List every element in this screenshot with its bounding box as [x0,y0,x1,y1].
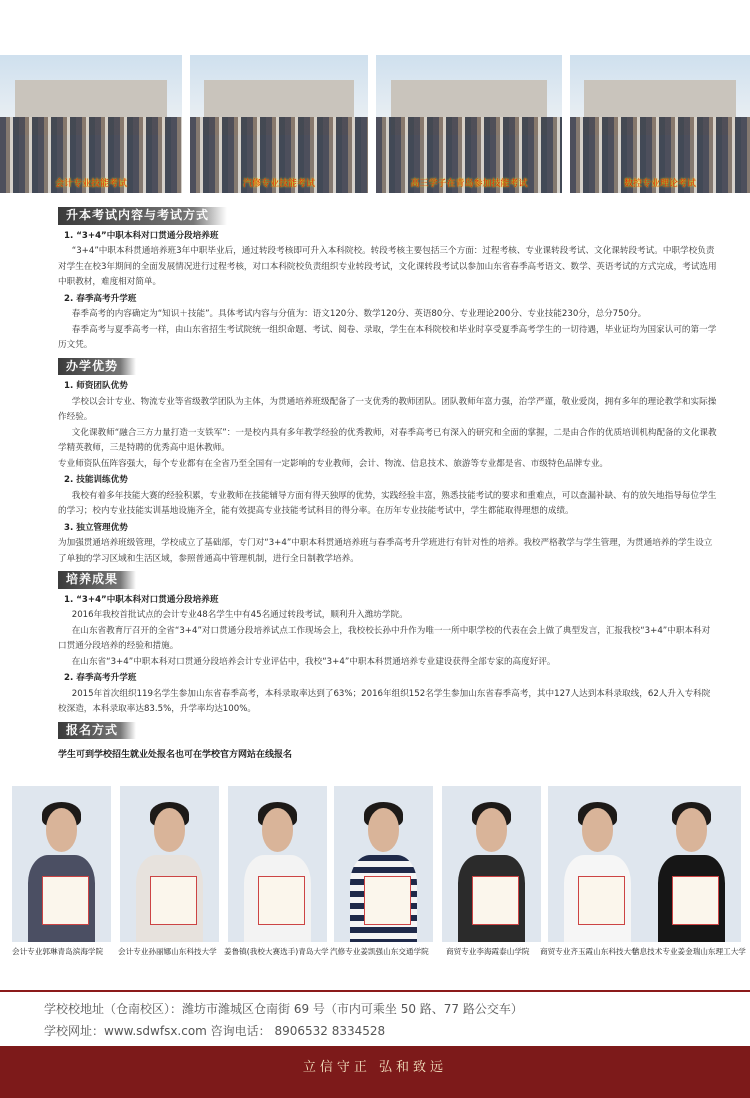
section-title-results: 培养成果 [58,571,136,589]
student-photo [228,786,327,942]
photo-caption: 高三学子在青岛参加技能考试 [410,179,528,189]
subsection-title: 1. “3+4”中职本科对口贯通分段培养班 [64,594,219,605]
paragraph: 2016年我校首批试点的会计专业48名学生中有45名通过转段考试，顺利升入潍坊学院。 [71,610,408,620]
student-photo [442,786,541,942]
section-title-exam: 升本考试内容与考试方式 [58,207,227,225]
photo-qingdao-exam [376,55,562,193]
paragraph: 在山东省教育厅召开的全省“3+4”对口贯通分段培养试点工作现场会上，我校校长孙中升作为唯一一所中职学校的代表在会上做了典型发言，汇报我校“3+4”中职本科对口贯通分段培养的经验和措施。 [58,625,711,651]
student-caption: 会计专业郭琳青岛滨海学院 [12,947,104,956]
signup-text: 学生可到学校招生就业处报名也可在学校官方网站在线报名 [58,750,293,760]
photo-accounting-exam [0,55,182,193]
student-caption: 商贸专业李海霞泰山学院 [446,947,530,956]
paragraph: 春季高考的内容确定为“知识＋技能”。具体考试内容与分值为：语文120分、数学120分、英语80分、专业理论200分、专业技能230分，总分750分。 [71,309,647,319]
section-title-advantages: 办学优势 [58,358,136,376]
subsection-title: 1. “3+4”中职本科对口贯通分段培养班 [64,230,219,241]
school-website-phone: 学校网址：www.sdwfsx.com 咨询电话： 8906532 8334528 [44,1024,386,1038]
subsection-title: 2. 春季高考升学班 [64,293,137,304]
photo-caption: 会计专业技能考试 [54,179,127,189]
paragraph: 文化课教师“融合三方力量打造一支铁军”：一是校内具有多年教学经验的优秀教师，对春季高考已有深入的研究和全面的掌握，二是由合作的优质培训机构配备的文化课教学精英教师，三是特聘的优秀高中退休教师。 [58,427,717,453]
student-caption: 姜鲁镇(我校大赛选手)青岛大学 [224,947,329,956]
student-caption: 信息技术专业姜金瑞山东理工大学 [632,947,746,956]
photo-cnc-exam [570,55,750,193]
paragraph: 我校有着多年技能大赛的经验积累，专业教师在技能辅导方面有得天独厚的优势，实践经验丰富，熟悉技能考试的要求和重难点，可以查漏补缺、有的放矢地指导每位学生的学习；校内专业技能实训基地设施齐全，能有效提高专业技能考试科目的得分率。在历年专业技能考试中，学生都能取得理想的成绩。 [58,490,717,516]
photo-caption: 数控专业理论考试 [623,179,696,189]
subsection-title: 3. 独立管理优势 [64,522,128,533]
school-motto: 立信守正 弘和致远 [302,1060,448,1075]
divider [0,990,750,992]
student-caption: 会计专业孙丽娜山东科技大学 [118,947,217,956]
student-photo [120,786,219,942]
student-caption: 商贸专业齐玉霞山东科技大学 [540,947,639,956]
photo-auto-repair-exam [190,55,368,193]
paragraph: “3+4”中职本科贯通培养班3年中职毕业后，通过转段考核即可升入本科院校。转段考核主要包括三个方面：过程考核、专业课转段考试、文化课转段考试。中职学校负责对学生在校3年期间的全面发展情况进行过程考核，对口本科院校负责组织专业转段考试，文化课转段考试以参加山东省春季高考语文、数学、英语考试的方式完成，考试选用中职教材，难度相对简单。 [58,246,717,287]
main-content [58,203,718,764]
student-photo [548,786,647,942]
section-title-signup: 报名方式 [58,722,136,740]
contact-block [0,990,750,1040]
student-photo [334,786,433,942]
school-address: 学校校地址（仓南校区）：潍坊市潍城区仓南街 69 号（市内可乘坐 50 路、77 路公交车） [44,1002,523,1016]
footer-bar [0,1046,750,1098]
paragraph: 为加强贯通培养班级管理，学校成立了基础部，专门对“3+4”中职本科贯通培养班与春季高考升学班进行有针对性的培养。我校严格教学与学生管理，为贯通培养的学生设立了单独的学习区域和生活区域，参照普通高中管理机制，进行全日制教学培养。 [58,538,713,564]
student-photo-row [12,786,746,986]
paragraph: 春季高考与夏季高考一样，由山东省招生考试院统一组织命题、考试、阅卷、录取，学生在本科院校和毕业时享受夏季高考学生的一切待遇，毕业证均为国家认可的第一学历文凭。 [58,324,717,350]
student-photo [642,786,741,942]
photo-caption: 汽修专业技能考试 [242,179,315,189]
subsection-title: 1. 师资团队优势 [64,381,128,391]
subsection-title: 2. 春季高考升学班 [64,673,137,683]
paragraph: 2015年首次组织119名学生参加山东省春季高考，本科录取率达到了63%；2016年组织152名学生参加山东省春季高考，其中127人达到本科录取线，62人升入专科院校深造，本科录取率达83.5%，升学率均达100%。 [58,688,711,714]
subsection-title: 2. 技能训练优势 [64,475,128,485]
student-photo [12,786,111,942]
paragraph: 专业师资队伍阵容强大，每个专业都有在全省乃至全国有一定影响的专业教师，会计、物流、信息技术、旅游等专业都是省、市级特色品牌专业。 [58,458,609,469]
student-caption: 汽修专业姜凯强山东交通学院 [330,947,429,956]
paragraph: 学校以会计专业、物流专业等省级教学团队为主体，为贯通培养班级配备了一支优秀的教师团队。团队教师年富力强，治学严谨，敬业爱岗，拥有多年的理论教学和实际操作经验。 [58,396,717,422]
top-photo-strip [0,55,750,195]
paragraph: 在山东省“3+4”中职本科对口贯通分段培养会计专业评估中，我校“3+4”中职本科贯通培养专业建设获得全部专家的高度好评。 [71,656,556,667]
